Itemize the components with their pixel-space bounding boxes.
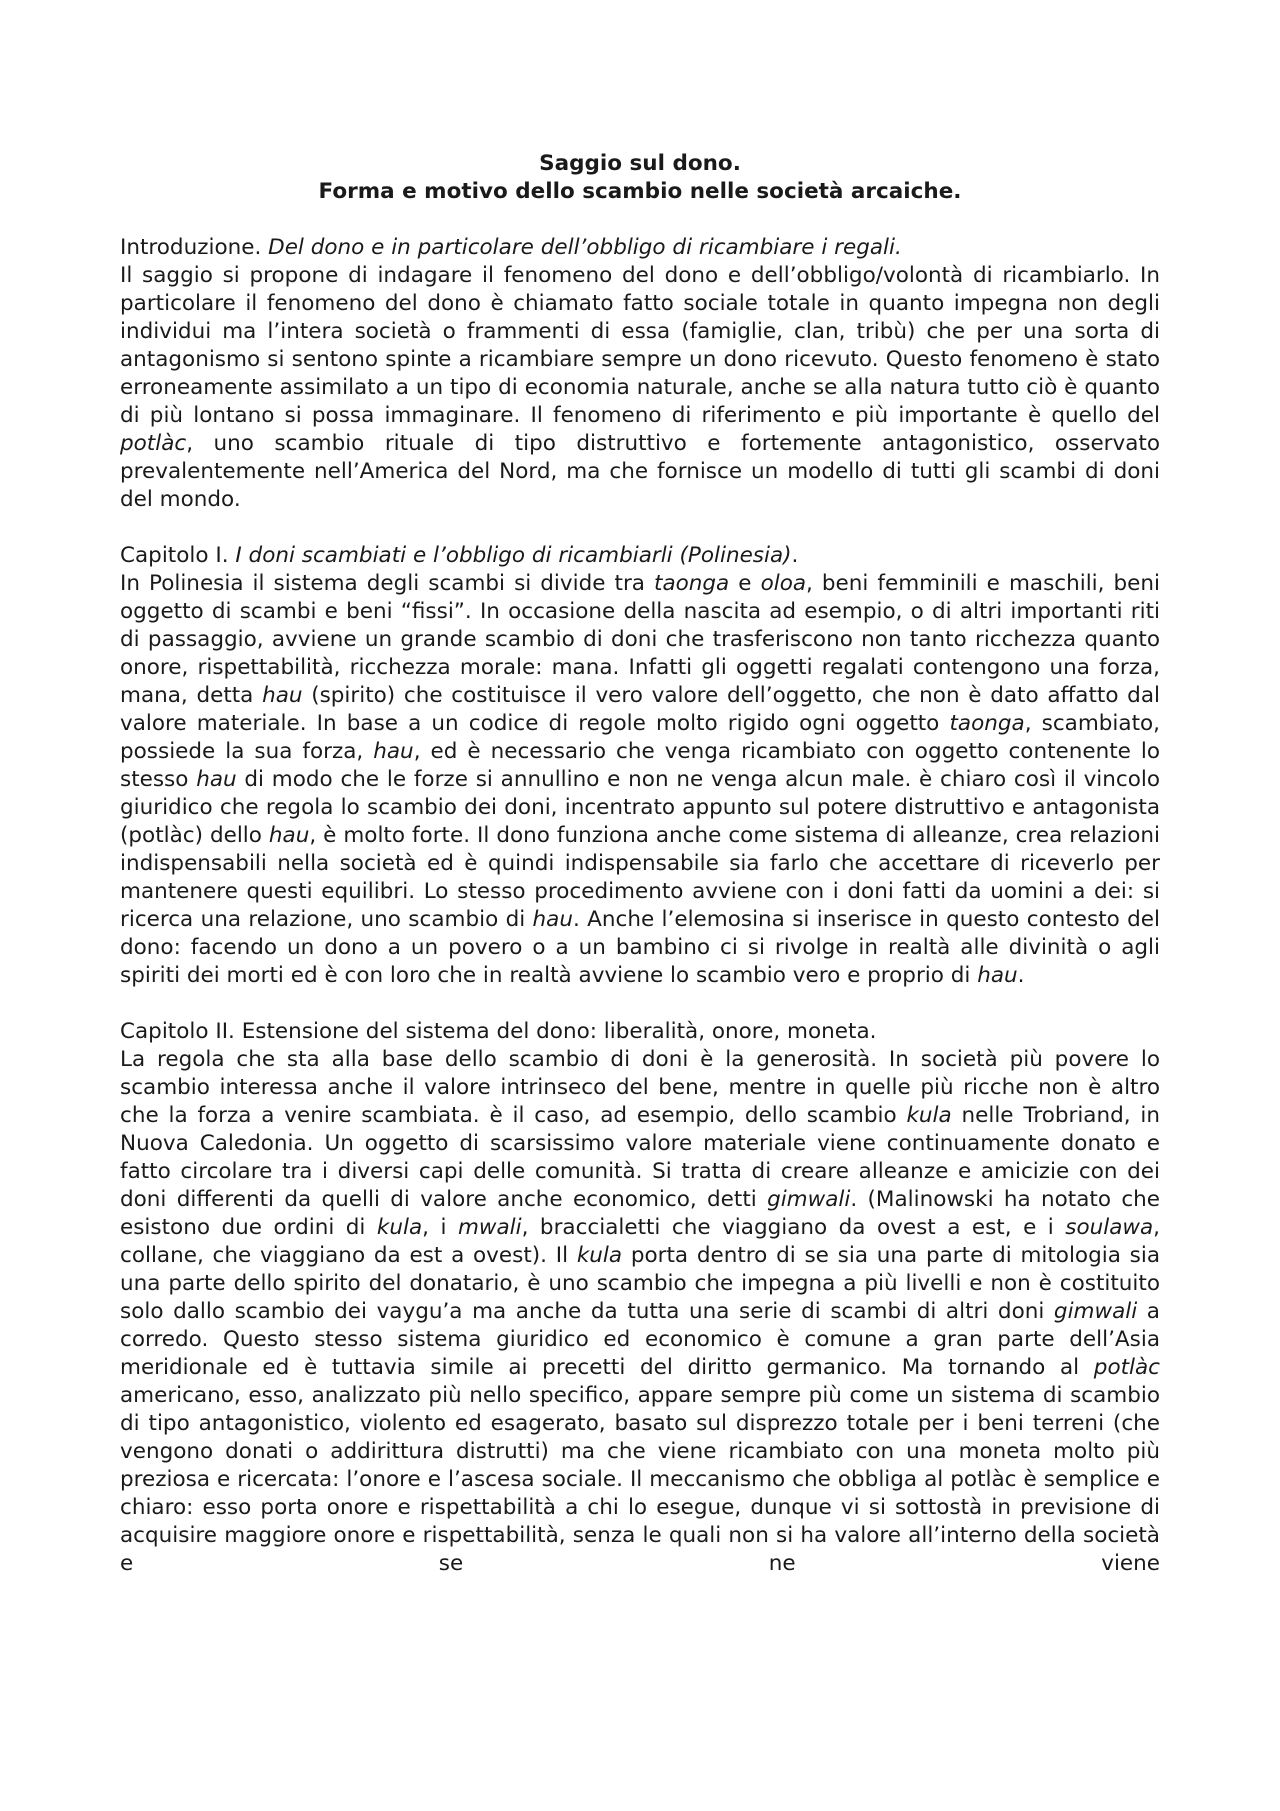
italic-term: taonga [949, 711, 1025, 736]
text-run: a corredo. Questo stesso sistema giuridico ed economico è comune a gran parte dell’Asia meridionale ed è tuttavia simile ai precetti del diritto germanico. Ma tornando al [120, 1299, 1160, 1380]
heading-prefix: Capitolo II. Estensione del sistema del dono: liberalità, onore, moneta. [120, 1019, 877, 1044]
heading-italic: I doni scambiati e l’obbligo di ricambiarli (Polinesia) [235, 543, 792, 568]
section-heading [120, 542, 1160, 570]
heading-prefix: Capitolo I. [120, 543, 236, 568]
section-paragraph [120, 570, 1160, 990]
text-run: , è molto forte. Il dono funziona anche come sistema di alleanze, crea relazioni indispensabili nella società ed è quindi indispensabile sia farlo che accettare di riceverlo per mantenere questi equilibri. Lo stesso procedimento avviene con i doni fatti da uomini a dei: si ricerca una relazione, uno scambio di [120, 823, 1160, 932]
text-run: , beni femminili e maschili, beni oggetto di scambi e beni “fissi”. In occasione della nascita ad esempio, o di altri importanti riti di passaggio, avviene un grande scambio di doni che trasferiscono non tanto ricchezza quanto onore, rispettabilità, ricchezza morale: mana. Infatti gli oggetti regalati contengono una forza, mana, detta [120, 571, 1160, 708]
section-heading [120, 234, 1160, 262]
text-run: Il saggio si propone di indagare il fenomeno del dono e dell’obbligo/volontà di ricambiarlo. In particolare il fenomeno del dono è chiamato fatto sociale totale in quanto impegna non degli individui ma l’intera società o frammenti di essa (famiglie, clan, tribù) che per una sorta di antagonismo si sentono spinte a ricambiare sempre un dono ricevuto. Questo fenomeno è stato erroneamente assimilato a un tipo di economia naturale, anche se alla natura tutto ciò è quanto di più lontano si possa immaginare. Il fenomeno di riferimento e più importante è quello del [120, 263, 1160, 428]
text-run: nelle Trobriand, in Nuova Caledonia. Un oggetto di scarsissimo valore materiale viene continuamente donato e fatto circolare tra i diversi capi delle comunità. Si tratta di creare alleanze e amicizie con dei doni differenti da quelli di valore anche economico, detti [120, 1103, 1161, 1212]
text-run: . [1017, 963, 1025, 988]
text-run: , i [422, 1215, 458, 1240]
text-run: , ed è necessario che venga ricambiato con oggetto contenente lo stesso [120, 739, 1160, 792]
heading-prefix: Introduzione. [120, 235, 269, 260]
section-capitolo-2 [120, 1018, 1160, 1578]
text-run: , collane, che viaggiano da est a ovest). Il [120, 1215, 1160, 1268]
section-paragraph [120, 262, 1160, 514]
heading-suffix: . [791, 543, 799, 568]
heading-italic: Del dono e in particolare dell’obbligo di ricambiare i regali. [268, 235, 902, 260]
text-run: (spirito) che costituisce il vero valore dell’oggetto, che non è dato affatto dal valore materiale. In base a un codice di regole molto rigido ogni oggetto [120, 683, 1160, 736]
italic-term: potlàc [120, 431, 187, 456]
text-run: di modo che le forze si annullino e non ne venga alcun male. è chiaro così il vincolo giuridico che regola lo scambio dei doni, incentrato appunto sul potere distruttivo e antagonista (potlàc) dello [120, 767, 1160, 848]
italic-term: kula [906, 1103, 952, 1128]
italic-term: kula [376, 1215, 423, 1240]
document-page [120, 150, 1160, 1578]
italic-term: mwali [457, 1215, 522, 1240]
italic-term: taonga [654, 571, 730, 596]
section-paragraph [120, 1046, 1160, 1578]
document-title-line-1: Saggio sul dono. [539, 151, 741, 176]
section-capitolo-1 [120, 542, 1160, 990]
section-heading [120, 1018, 1160, 1046]
text-run: . Anche l’elemosina si inserisce in questo contesto del dono: facendo un dono a un povero o a un bambino ci si rivolge in realtà alle divinità o agli spiriti dei morti ed è con loro che in realtà avviene lo scambio vero e proprio di [120, 907, 1160, 988]
text-run: e [729, 571, 761, 596]
text-run: porta dentro di se sia una parte di mitologia sia una parte dello spirito del donatario, è uno scambio che impegna a più livelli e non è costituito solo dallo scambio dei vaygu’a ma anche da tutta una serie di scambi di altri doni [120, 1243, 1161, 1324]
section-introduzione [120, 234, 1160, 514]
document-title-line-2: Forma e motivo dello scambio nelle società arcaiche. [318, 179, 962, 204]
text-run: La regola che sta alla base dello scambio di doni è la generosità. In società più povere lo scambio interessa anche il valore intrinseco del bene, mentre in quelle più ricche non è altro che la forza a venire scambiata. è il caso, ad esempio, dello scambio [120, 1047, 1160, 1128]
text-run: americano, esso, analizzato più nello specifico, appare sempre più come un sistema di scambio di tipo antagonistico, violento ed esagerato, basato sul disprezzo totale per i beni terreni (che vengono donati o addirittura distrutti) ma che viene ricambiato con una moneta molto più preziosa e ricercata: l’onore e l’ascesa sociale. Il meccanismo che obbliga al potlàc è semplice e chiaro: esso porta onore e rispettabilità a chi lo esegue, dunque vi si sottostà in previsione di acquisire maggiore onore e rispettabilità, senza le quali non si ha valore all’interno della società e se ne viene [120, 1383, 1160, 1576]
italic-term: gimwali [1053, 1299, 1138, 1324]
italic-term: potlàc [1093, 1355, 1160, 1380]
italic-term: hau [532, 907, 573, 932]
italic-term: hau [373, 739, 414, 764]
italic-term: hau [262, 683, 303, 708]
text-run: In Polinesia il sistema degli scambi si divide tra [120, 571, 655, 596]
text-run: . (Malinowski ha notato che esistono due ordini di [120, 1187, 1161, 1240]
text-run: , uno scambio rituale di tipo distruttivo e fortemente antagonistico, osservato prevalentemente nell’America del Nord, ma che fornisce un modello di tutti gli scambi di doni del mondo. [120, 431, 1160, 512]
italic-term: oloa [760, 571, 807, 596]
italic-term: hau [268, 823, 310, 848]
italic-term: gimwali [767, 1187, 851, 1212]
italic-term: hau [196, 767, 237, 792]
italic-term: soulawa [1065, 1215, 1154, 1240]
italic-term: kula [576, 1243, 623, 1268]
italic-term: hau [977, 963, 1018, 988]
text-run: , scambiato, possiede la sua forza, [120, 711, 1160, 764]
text-run: , braccialetti che viaggiano da ovest a est, e i [521, 1215, 1066, 1240]
